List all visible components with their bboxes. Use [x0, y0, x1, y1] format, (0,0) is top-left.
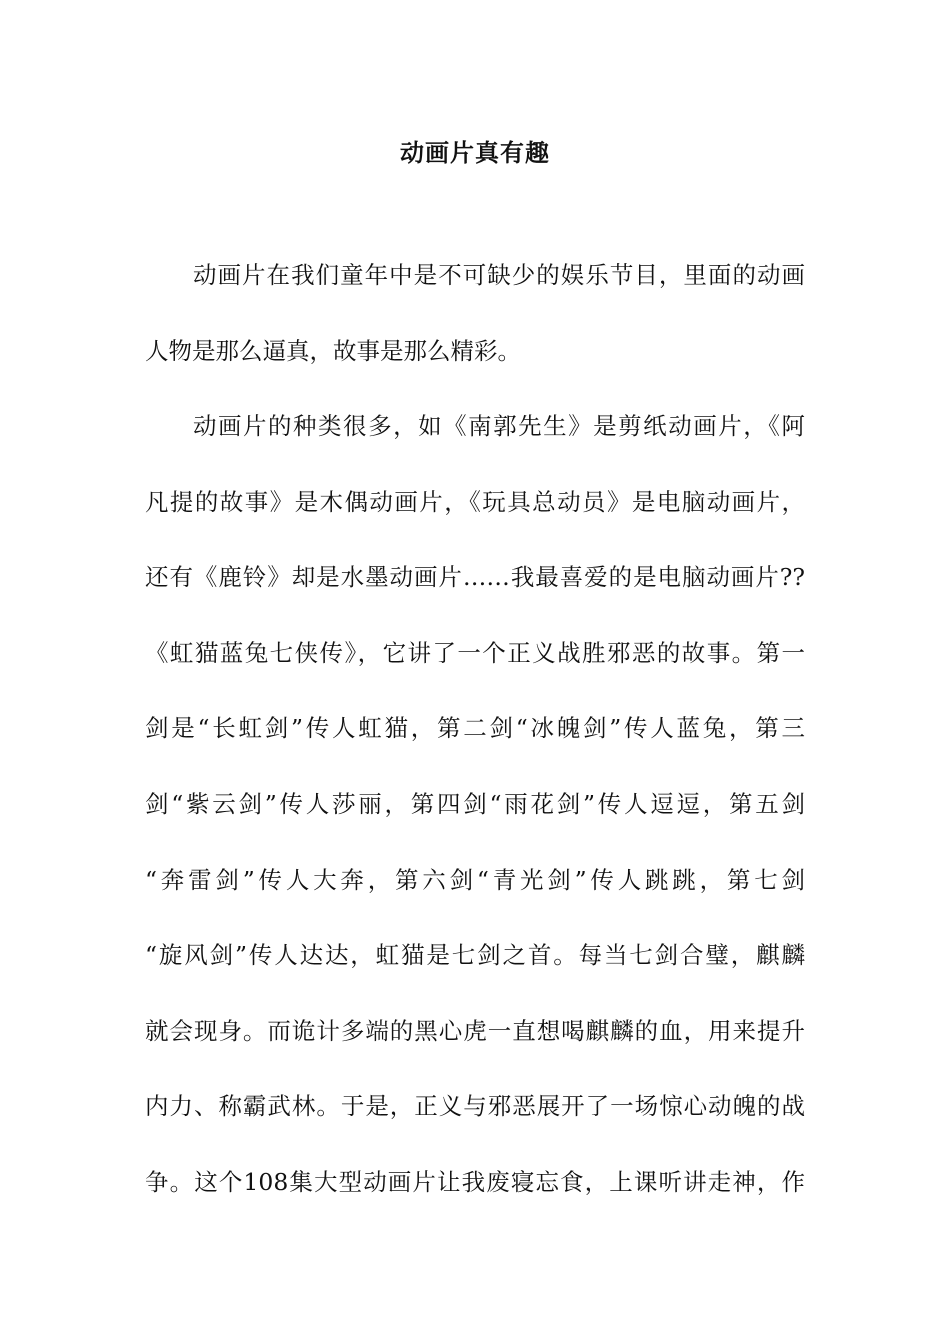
paragraph-line: 动画片的种类很多，如《南郭先生》是剪纸动画片，《阿 [193, 412, 805, 440]
paragraph-line: 争。这个108集大型动画片让我废寝忘食，上课听讲走神，作 [145, 1167, 805, 1196]
paragraph-line: 动画片在我们童年中是不可缺少的娱乐节目，里面的动画 [193, 261, 805, 289]
paragraph-1 [145, 238, 805, 389]
page-title: 动画片真有趣 [400, 138, 550, 167]
paragraph-line: 《虹猫蓝兔七侠传》，它讲了一个正义战胜邪恶的故事。第一 [145, 638, 805, 667]
paragraph-line: 剑“紫云剑”传人莎丽，第四剑“雨花剑”传人逗逗，第五剑 [145, 789, 805, 818]
paragraph-line: 就会现身。而诡计多端的黑心虎一直想喝麒麟的血，用来提升 [145, 1016, 805, 1045]
paragraph-line: 还有《鹿铃》却是水墨动画片……我最喜爱的是电脑动画片?? [145, 563, 805, 592]
paragraph-line: “旋风剑”传人达达，虹猫是七剑之首。每当七剑合璧，麒麟 [145, 941, 805, 970]
paragraph-line: “奔雷剑”传人大奔，第六剑“青光剑”传人跳跳，第七剑 [145, 865, 805, 894]
paragraph-2 [145, 389, 805, 1221]
paragraph-line: 内力、称霸武林。于是，正义与邪恶展开了一场惊心动魄的战 [145, 1092, 805, 1121]
paragraph-line: 剑是“长虹剑”传人虹猫，第二剑“冰魄剑”传人蓝兔，第三 [145, 714, 805, 743]
paragraph-line: 凡提的故事》是木偶动画片，《玩具总动员》是电脑动画片， [145, 487, 805, 516]
paragraph-line: 人物是那么逼真，故事是那么精彩。 [145, 336, 521, 365]
